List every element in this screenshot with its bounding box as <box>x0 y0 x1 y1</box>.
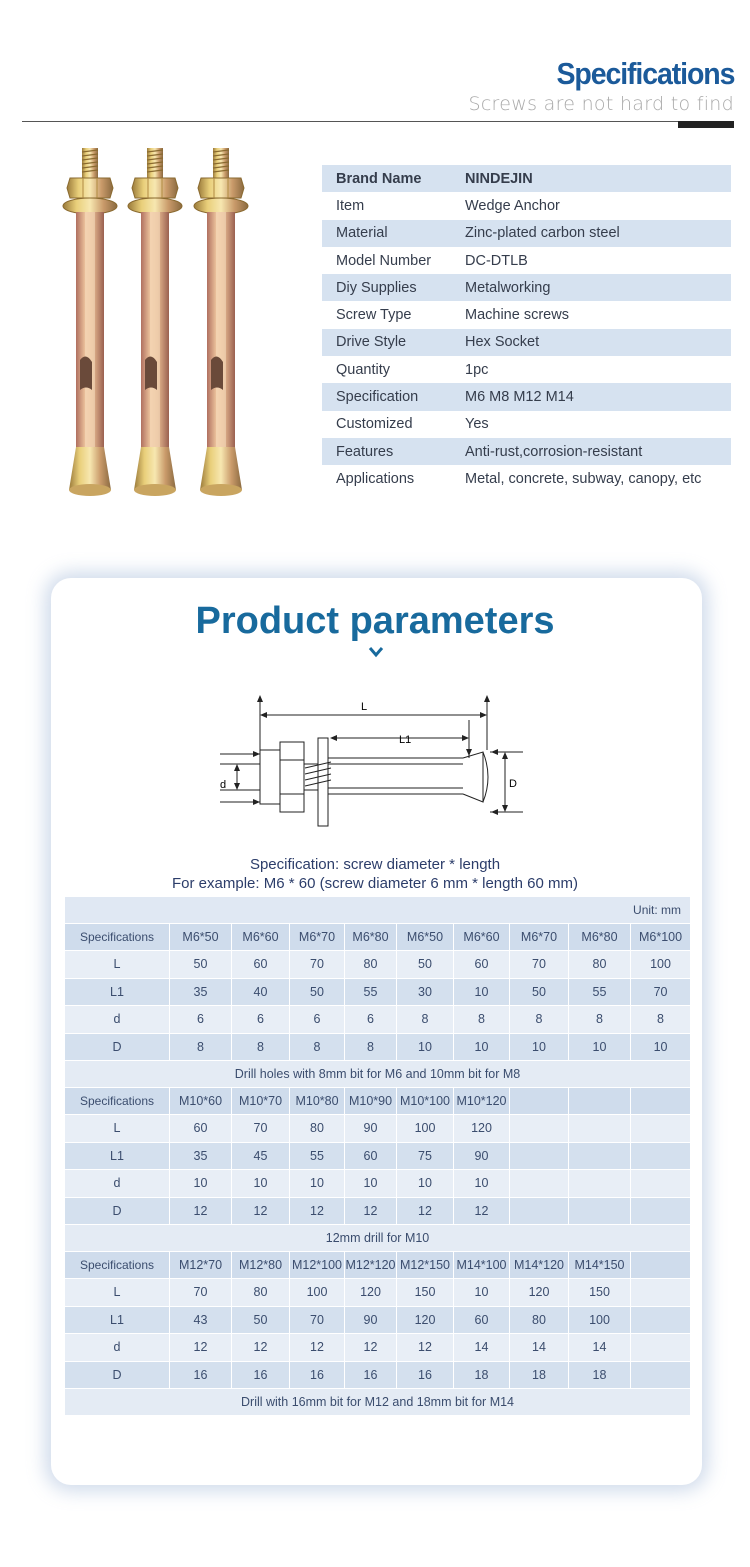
size-header: M12*80 <box>232 1252 290 1279</box>
size-header: M14*120 <box>510 1252 569 1279</box>
row-label: L <box>65 1115 170 1143</box>
spec-value: Anti-rust,corrosion-resistant <box>465 443 643 460</box>
size-header: M6*70 <box>290 924 345 951</box>
table-cell: 70 <box>290 951 345 979</box>
table-cell: 75 <box>397 1142 454 1170</box>
table-cell: 60 <box>232 951 290 979</box>
size-header: M14*100 <box>454 1252 510 1279</box>
table-cell: 12 <box>345 1197 397 1225</box>
table-cell: 100 <box>290 1279 345 1307</box>
table-row <box>65 1334 691 1362</box>
table-cell: 10 <box>397 1170 454 1198</box>
row-label: L <box>65 1279 170 1307</box>
spec-key: Brand Name <box>336 170 422 187</box>
table-cell: 60 <box>454 951 510 979</box>
spec-row-specification <box>322 383 731 410</box>
table-cell: 50 <box>290 978 345 1006</box>
table-cell: 10 <box>569 1033 631 1061</box>
table-cell: 14 <box>454 1334 510 1362</box>
table-cell: 50 <box>397 951 454 979</box>
table-cell: 10 <box>345 1170 397 1198</box>
size-header: M12*100 <box>290 1252 345 1279</box>
table-cell: 6 <box>232 1006 290 1034</box>
spec-explanation: Specification: screw diameter * length <box>249 856 501 873</box>
drill-note: Drill holes with 8mm bit for M6 and 10mm bit for M8 <box>65 1061 691 1088</box>
drill-note-row <box>65 1225 691 1252</box>
spec-value: Metal, concrete, subway, canopy, etc <box>465 470 702 487</box>
table-cell: 50 <box>232 1306 290 1334</box>
spec-row-applications <box>322 465 731 492</box>
diagram-label-d: d <box>220 779 227 791</box>
table-cell: 80 <box>569 951 631 979</box>
spec-row-material <box>322 220 731 247</box>
size-header: M6*100 <box>631 924 691 951</box>
table-cell: 100 <box>397 1115 454 1143</box>
size-header: M14*150 <box>569 1252 631 1279</box>
table-cell: 12 <box>290 1334 345 1362</box>
size-header: M12*120 <box>345 1252 397 1279</box>
table-cell: 60 <box>345 1142 397 1170</box>
spec-key: Customized <box>336 416 413 433</box>
size-header: M12*150 <box>397 1252 454 1279</box>
header-accent-bar <box>678 121 734 128</box>
unit-label: Unit: mm <box>65 897 691 924</box>
table-cell <box>510 1115 569 1143</box>
table-cell: 45 <box>232 1142 290 1170</box>
row-label: Specifications <box>65 924 170 951</box>
table-cell: 150 <box>569 1279 631 1307</box>
row-label: D <box>65 1197 170 1225</box>
table-cell: 90 <box>345 1115 397 1143</box>
spec-value: 1pc <box>465 361 489 378</box>
table-cell: 10 <box>170 1170 232 1198</box>
row-label: L1 <box>65 978 170 1006</box>
table-row <box>65 1279 691 1307</box>
diagram-label-D: D <box>509 778 517 790</box>
size-header <box>631 1252 691 1279</box>
table-cell: 6 <box>170 1006 232 1034</box>
table-cell: 12 <box>345 1334 397 1362</box>
table-cell: 16 <box>170 1361 232 1389</box>
size-header: M10*60 <box>170 1088 232 1115</box>
size-header: M6*80 <box>569 924 631 951</box>
spec-row-diy-supplies <box>322 274 731 301</box>
row-label: Specifications <box>65 1088 170 1115</box>
table-cell: 12 <box>397 1197 454 1225</box>
table-cell: 100 <box>631 951 691 979</box>
size-header: M6*70 <box>510 924 569 951</box>
size-header: M10*90 <box>345 1088 397 1115</box>
spec-key: Diy Supplies <box>336 279 417 296</box>
spec-row-features <box>322 438 731 465</box>
table-cell: 150 <box>397 1279 454 1307</box>
size-header: M10*80 <box>290 1088 345 1115</box>
table-cell: 120 <box>510 1279 569 1307</box>
size-header: M6*50 <box>397 924 454 951</box>
table-row <box>65 1170 691 1198</box>
table-cell: 90 <box>345 1306 397 1334</box>
spec-key: Screw Type <box>336 307 412 324</box>
table-row <box>65 1033 691 1061</box>
table-cell <box>510 1170 569 1198</box>
table-row <box>65 1197 691 1225</box>
drill-note-row <box>65 1061 691 1088</box>
table-cell: 12 <box>232 1197 290 1225</box>
table-cell: 55 <box>345 978 397 1006</box>
spec-row-model-number <box>322 247 731 274</box>
spec-value: Hex Socket <box>465 334 540 351</box>
chevron-down-icon <box>368 645 384 659</box>
table-cell: 50 <box>510 978 569 1006</box>
table-row <box>65 1306 691 1334</box>
table-cell: 8 <box>510 1006 569 1034</box>
spec-row-customized <box>322 411 731 438</box>
spec-key: Quantity <box>336 361 390 378</box>
table-cell: 35 <box>170 978 232 1006</box>
diagram-label-L: L <box>361 701 368 713</box>
table-cell <box>569 1142 631 1170</box>
size-header: M6*50 <box>170 924 232 951</box>
table-cell <box>631 1170 691 1198</box>
table-cell <box>569 1197 631 1225</box>
table-cell <box>631 1197 691 1225</box>
table-cell: 90 <box>454 1142 510 1170</box>
spec-example: For example: M6 * 60 (screw diameter 6 mm * length 60 mm) <box>172 875 578 892</box>
table-cell: 60 <box>170 1115 232 1143</box>
spec-row-brand-name <box>322 165 731 192</box>
size-header: M6*80 <box>345 924 397 951</box>
size-header: M12*70 <box>170 1252 232 1279</box>
spec-row-quantity <box>322 356 731 383</box>
row-label: D <box>65 1361 170 1389</box>
product-parameters-title: Product parameters <box>195 600 555 642</box>
table-cell: 55 <box>569 978 631 1006</box>
spec-key: Applications <box>336 470 415 487</box>
product-image <box>40 140 270 505</box>
table-cell: 30 <box>397 978 454 1006</box>
table-cell <box>631 1142 691 1170</box>
spec-value: Machine screws <box>465 307 569 324</box>
table-cell <box>631 1115 691 1143</box>
table-cell: 12 <box>454 1197 510 1225</box>
spec-value: M6 M8 M12 M14 <box>465 389 574 406</box>
section-title: Specifications <box>556 56 734 91</box>
size-header: M6*60 <box>454 924 510 951</box>
drill-note: Drill with 16mm bit for M12 and 18mm bit for M14 <box>65 1389 691 1416</box>
table-cell: 18 <box>454 1361 510 1389</box>
table-cell: 43 <box>170 1306 232 1334</box>
header-divider <box>22 121 734 122</box>
table-cell: 8 <box>397 1006 454 1034</box>
table-cell: 80 <box>510 1306 569 1334</box>
spec-row-screw-type <box>322 301 731 328</box>
table-cell: 8 <box>232 1033 290 1061</box>
row-label: L1 <box>65 1306 170 1334</box>
table-cell: 8 <box>631 1006 691 1034</box>
row-label: Specifications <box>65 1252 170 1279</box>
table-row <box>65 1006 691 1034</box>
table-cell: 8 <box>454 1006 510 1034</box>
row-label: L <box>65 951 170 979</box>
table-cell: 80 <box>232 1279 290 1307</box>
spec-table <box>322 165 731 493</box>
table-cell: 12 <box>170 1197 232 1225</box>
size-header <box>569 1088 631 1115</box>
spec-value: Metalworking <box>465 279 551 296</box>
table-cell: 8 <box>569 1006 631 1034</box>
spec-value: NINDEJIN <box>465 170 533 187</box>
row-label: d <box>65 1006 170 1034</box>
table-row <box>65 1115 691 1143</box>
spec-row-drive-style <box>322 329 731 356</box>
table-cell: 70 <box>510 951 569 979</box>
row-label: D <box>65 1033 170 1061</box>
table-cell: 8 <box>345 1033 397 1061</box>
spec-header-row <box>65 1252 691 1279</box>
row-label: d <box>65 1334 170 1362</box>
spec-value: Zinc-plated carbon steel <box>465 225 620 242</box>
table-cell <box>510 1142 569 1170</box>
table-cell: 10 <box>454 1279 510 1307</box>
table-cell: 80 <box>290 1115 345 1143</box>
table-row <box>65 951 691 979</box>
spec-header-row <box>65 924 691 951</box>
table-cell: 120 <box>397 1306 454 1334</box>
table-cell: 10 <box>232 1170 290 1198</box>
table-row <box>65 978 691 1006</box>
table-cell: 70 <box>232 1115 290 1143</box>
unit-row <box>65 897 691 924</box>
spec-key: Specification <box>336 389 419 406</box>
table-row <box>65 1142 691 1170</box>
table-cell: 14 <box>510 1334 569 1362</box>
table-cell: 16 <box>290 1361 345 1389</box>
table-cell <box>569 1115 631 1143</box>
table-cell <box>510 1197 569 1225</box>
table-cell: 100 <box>569 1306 631 1334</box>
table-cell: 6 <box>345 1006 397 1034</box>
diagram-label-L1: L1 <box>399 734 412 746</box>
spec-value: DC-DTLB <box>465 252 528 269</box>
dimension-diagram <box>205 690 535 830</box>
table-cell <box>631 1306 691 1334</box>
drill-note: 12mm drill for M10 <box>65 1225 691 1252</box>
spec-header-row <box>65 1088 691 1115</box>
spec-row-item <box>322 192 731 219</box>
table-cell: 60 <box>454 1306 510 1334</box>
size-header: M10*70 <box>232 1088 290 1115</box>
table-cell: 16 <box>345 1361 397 1389</box>
size-header: M10*100 <box>397 1088 454 1115</box>
table-cell: 12 <box>290 1197 345 1225</box>
table-cell: 16 <box>232 1361 290 1389</box>
table-cell <box>631 1279 691 1307</box>
section-subtitle: Screws are not hard to find <box>468 93 734 115</box>
table-cell: 10 <box>397 1033 454 1061</box>
table-cell: 50 <box>170 951 232 979</box>
table-cell: 10 <box>454 978 510 1006</box>
table-cell: 70 <box>170 1279 232 1307</box>
table-cell: 120 <box>345 1279 397 1307</box>
table-cell: 70 <box>290 1306 345 1334</box>
parameter-table <box>64 896 691 1416</box>
size-header <box>631 1088 691 1115</box>
spec-key: Drive Style <box>336 334 407 351</box>
table-cell: 8 <box>170 1033 232 1061</box>
table-cell: 80 <box>345 951 397 979</box>
spec-value: Yes <box>465 416 489 433</box>
spec-key: Item <box>336 197 365 214</box>
drill-note-row <box>65 1389 691 1416</box>
table-cell: 12 <box>232 1334 290 1362</box>
size-header: M10*120 <box>454 1088 510 1115</box>
table-cell: 10 <box>510 1033 569 1061</box>
spec-key: Model Number <box>336 252 432 269</box>
table-cell: 18 <box>569 1361 631 1389</box>
row-label: L1 <box>65 1142 170 1170</box>
table-cell: 70 <box>631 978 691 1006</box>
table-cell: 10 <box>631 1033 691 1061</box>
table-cell: 35 <box>170 1142 232 1170</box>
table-cell: 10 <box>454 1033 510 1061</box>
size-header: M6*60 <box>232 924 290 951</box>
table-row <box>65 1361 691 1389</box>
table-cell: 40 <box>232 978 290 1006</box>
table-cell <box>631 1361 691 1389</box>
table-cell: 12 <box>170 1334 232 1362</box>
table-cell <box>569 1170 631 1198</box>
table-cell <box>631 1334 691 1362</box>
table-cell: 18 <box>510 1361 569 1389</box>
table-cell: 120 <box>454 1115 510 1143</box>
table-cell: 10 <box>290 1170 345 1198</box>
spec-key: Material <box>336 225 388 242</box>
table-cell: 12 <box>397 1334 454 1362</box>
table-cell: 14 <box>569 1334 631 1362</box>
row-label: d <box>65 1170 170 1198</box>
spec-value: Wedge Anchor <box>465 197 560 214</box>
spec-key: Features <box>336 443 394 460</box>
table-cell: 16 <box>397 1361 454 1389</box>
size-header <box>510 1088 569 1115</box>
table-cell: 6 <box>290 1006 345 1034</box>
table-cell: 8 <box>290 1033 345 1061</box>
table-cell: 55 <box>290 1142 345 1170</box>
table-cell: 10 <box>454 1170 510 1198</box>
